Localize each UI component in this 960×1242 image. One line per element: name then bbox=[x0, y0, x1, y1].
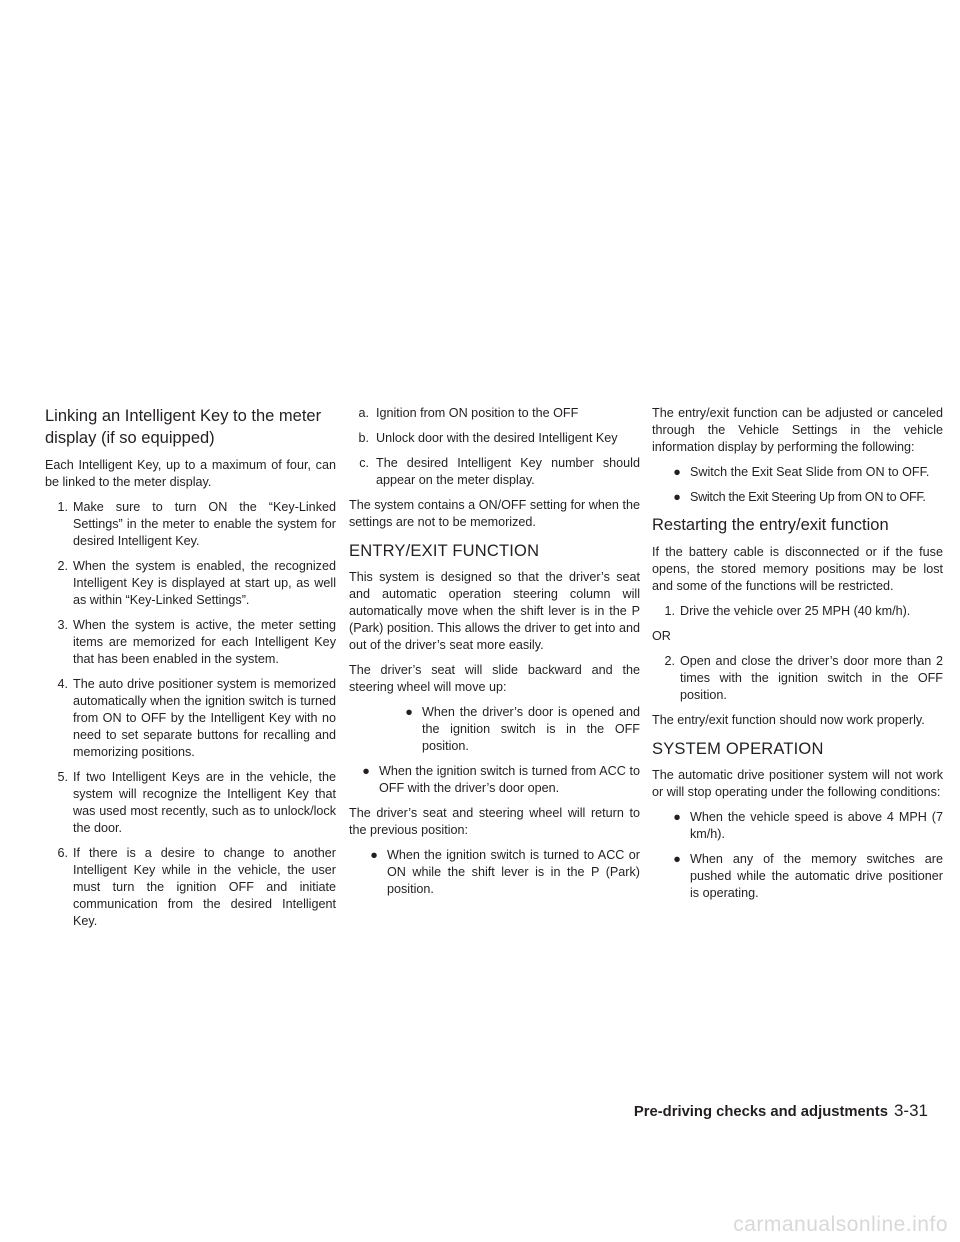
bullet-text: Switch the Exit Steering Up from ON to OFF. bbox=[690, 490, 926, 504]
onoff-paragraph: The system contains a ON/OFF setting for when the settings are not to be memorized. bbox=[349, 498, 640, 529]
step-number: 6. bbox=[57, 846, 68, 860]
section-heading-linking: Linking an Intelligent Key to the meter display (if so equipped) bbox=[45, 407, 322, 447]
bullet-text: When the ignition switch is turned to ACC or ON while the shift lever is in the P (Park) position. bbox=[387, 848, 640, 896]
list-item bbox=[652, 809, 943, 843]
list-item bbox=[652, 464, 943, 481]
list-item bbox=[349, 430, 640, 447]
bullet-icon: ● bbox=[673, 465, 681, 479]
list-item bbox=[652, 603, 943, 620]
step-number: 2. bbox=[664, 654, 675, 668]
step-number: 1. bbox=[664, 604, 675, 618]
list-item bbox=[349, 763, 640, 797]
section-heading-entry-exit: ENTRY/EXIT FUNCTION bbox=[349, 542, 540, 560]
watermark-text: carmanualsonline.info bbox=[733, 1213, 948, 1236]
list-item bbox=[349, 405, 640, 422]
section-heading-system-operation: SYSTEM OPERATION bbox=[652, 740, 824, 758]
section-heading-restart: Restarting the entry/exit function bbox=[652, 516, 889, 534]
bullet-icon: ● bbox=[673, 852, 681, 866]
step-text: Drive the vehicle over 25 MPH (40 km/h). bbox=[680, 604, 911, 618]
list-item bbox=[652, 489, 943, 506]
watermark bbox=[0, 1213, 960, 1237]
step-text: Open and close the driver’s door more than 2 times with the ignition switch in the OFF position. bbox=[680, 654, 943, 702]
list-item bbox=[45, 769, 336, 837]
substep-text: Ignition from ON position to the OFF bbox=[376, 406, 579, 420]
list-item bbox=[349, 704, 640, 755]
step-number: 4. bbox=[57, 677, 68, 691]
return-paragraph: The driver’s seat and steering wheel will return to the previous position: bbox=[349, 806, 640, 837]
column-1 bbox=[45, 405, 336, 938]
bullet-icon: ● bbox=[370, 848, 378, 862]
bullet-text: When the vehicle speed is above 4 MPH (7 km/h). bbox=[690, 810, 943, 841]
step-number: 2. bbox=[57, 559, 68, 573]
list-item bbox=[349, 455, 640, 489]
restart-paragraph: If the battery cable is disconnected or if the fuse opens, the stored memory positions may be lost and some of the functions will be restricted. bbox=[652, 545, 943, 593]
entry-paragraph: This system is designed so that the driver’s seat and automatic operation steering column will automatically move when the shift lever is in the P (Park) position. This allows the driver to get into and out of the driver’s seat more easily. bbox=[349, 570, 640, 652]
list-item bbox=[349, 847, 640, 898]
footer-section-title: Pre-driving checks and adjustments bbox=[633, 1104, 888, 1120]
substep-text: Unlock door with the desired Intelligent Key bbox=[376, 431, 618, 445]
bullet-icon: ● bbox=[673, 490, 681, 504]
list-item bbox=[652, 851, 943, 902]
bullet-text: Switch the Exit Seat Slide from ON to OFF. bbox=[690, 465, 930, 479]
bullet-text: When the driver’s door is opened and the ignition switch is in the OFF position. bbox=[422, 705, 640, 753]
step-text: If there is a desire to change to another Intelligent Key while in the vehicle, the user must turn the ignition OFF and initiate communication from the desired Intelligent Key. bbox=[73, 846, 336, 928]
bullet-icon: ● bbox=[673, 810, 681, 824]
move-paragraph: The driver’s seat will slide backward and the steering wheel will move up: bbox=[349, 663, 640, 694]
intro-paragraph: Each Intelligent Key, up to a maximum of four, can be linked to the meter display. bbox=[45, 458, 336, 489]
column-2 bbox=[349, 405, 640, 906]
step-text: When the system is enabled, the recognized Intelligent Key is displayed at start up, as well as within “Key-Linked Settings”. bbox=[73, 559, 336, 607]
bullet-icon: ● bbox=[405, 705, 413, 719]
adjust-paragraph: The entry/exit function can be adjusted or canceled through the Vehicle Settings in the vehicle information display by performing the following: bbox=[652, 406, 943, 454]
substep-text: The desired Intelligent Key number should appear on the meter display. bbox=[376, 456, 640, 487]
list-item bbox=[652, 653, 943, 704]
page-number: 3-31 bbox=[893, 1101, 928, 1120]
substep-letter: a. bbox=[358, 406, 369, 420]
step-number: 5. bbox=[57, 770, 68, 784]
step-text: Make sure to turn ON the “Key-Linked Settings” in the meter to enable the system for desired Intelligent Key. bbox=[73, 500, 336, 548]
list-item bbox=[45, 845, 336, 930]
bullet-text: When the ignition switch is turned from ACC to OFF with the driver’s door open. bbox=[379, 764, 640, 795]
list-item bbox=[45, 558, 336, 609]
step-number: 1. bbox=[57, 500, 68, 514]
list-item bbox=[45, 617, 336, 668]
list-item bbox=[45, 499, 336, 550]
step-text: The auto drive positioner system is memorized automatically when the ignition switch is turned from ON to OFF by the Intelligent Key with no need to set separate buttons for recalling and memorizing positions. bbox=[73, 677, 336, 759]
step-number: 3. bbox=[57, 618, 68, 632]
page-footer bbox=[590, 1101, 928, 1121]
column-3 bbox=[652, 405, 943, 910]
substep-letter: c. bbox=[359, 456, 369, 470]
step-text: If two Intelligent Keys are in the vehicle, the system will recognize the Intelligent Key that was used most recently, such as to unlock/lock the door. bbox=[73, 770, 336, 835]
or-label: OR bbox=[652, 629, 671, 643]
step-text: When the system is active, the meter setting items are memorized for each Intelligent Key that has been enabled in the system. bbox=[73, 618, 336, 666]
restart-after-paragraph: The entry/exit function should now work properly. bbox=[652, 713, 925, 727]
sysop-paragraph: The automatic drive positioner system will not work or will stop operating under the following conditions: bbox=[652, 768, 943, 799]
list-item bbox=[45, 676, 336, 761]
substep-letter: b. bbox=[358, 431, 369, 445]
bullet-text: When any of the memory switches are pushed while the automatic drive positioner is operating. bbox=[690, 852, 943, 900]
bullet-icon: ● bbox=[362, 764, 370, 778]
